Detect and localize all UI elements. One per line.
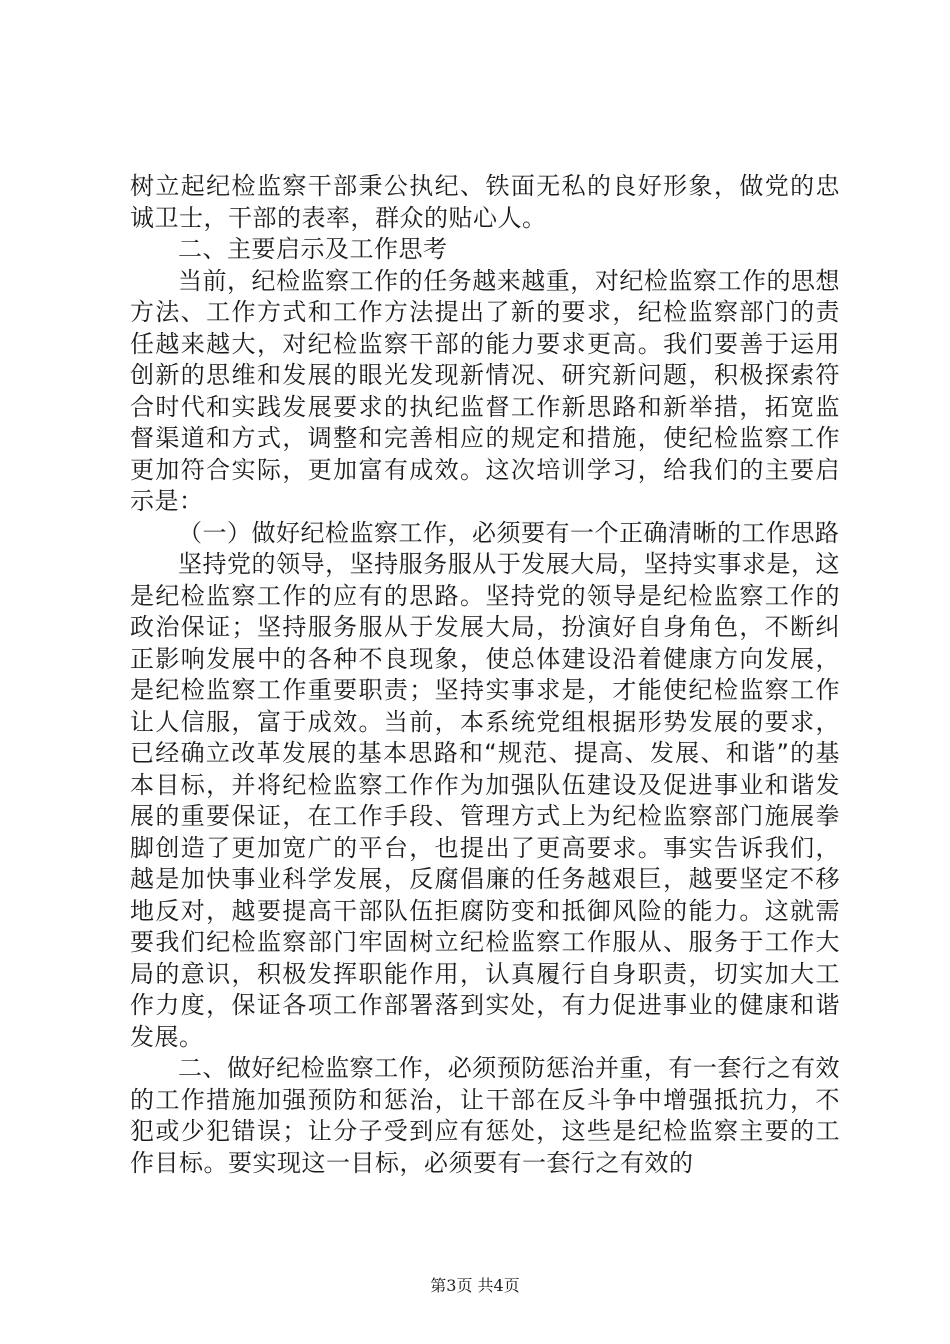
page-footer: 第3页 共4页 [430, 1276, 520, 1295]
subsection-heading: （一）做好纪检监察工作，必须要有一个正确清晰的工作思路 [178, 518, 840, 547]
section-heading: 二、主要启示及工作思考 [178, 235, 448, 263]
paragraph-continuation: 树立起纪检监察干部秉公执纪、铁面无私的良好形象，做党的忠诚卫士，干部的表率，群众的贴心人。 [130, 172, 840, 232]
document-body [130, 171, 840, 1179]
paragraph: 二、做好纪检监察工作，必须预防惩治并重，有一套行之有效的工作措施加强预防和惩治，让干部在反斗争中增强抵抗力，不犯或少犯错误；让分子受到应有惩处，这些是纪检监察主要的工作目标。要实现这一目标，必须要有一套行之有效的 [130, 1054, 840, 1177]
paragraph: 当前，纪检监察工作的任务越来越重，对纪检监察工作的思想方法、工作方式和工作方法提出了新的要求，纪检监察部门的责任越来越大，对纪检监察干部的能力要求更高。我们要善于运用创新的思维和发展的眼光发现新情况、研究新问题，积极探索符合时代和实践发展要求的执纪监督工作新思路和新举措，拓宽监督渠道和方式，调整和完善相应的规定和措施，使纪检监察工作更加符合实际，更加富有成效。这次培训学习，给我们的主要启示是： [130, 266, 840, 515]
paragraph: 坚持党的领导，坚持服务服从于发展大局，坚持实事求是，这是纪检监察工作的应有的思路。坚持党的领导是纪检监察工作的政治保证；坚持服务服从于发展大局，扮演好自身角色，不断纠正影响发展中的各种不良现象，使总体建设沿着健康方向发展，是纪检监察工作重要职责；坚持实事求是，才能使纪检监察工作让人信服，富于成效。当前，本系统党组根据形势发展的要求，已经确立改革发展的基本思路和“规范、提高、发展、和谐”的基本目标，并将纪检监察工作作为加强队伍建设及促进事业和谐发展的重要保证，在工作手段、管理方式上为纪检监察部门施展拳脚创造了更加宽广的平台，也提出了更高要求。事实告诉我们，越是加快事业科学发展，反腐倡廉的任务越艰巨，越要坚定不移地反对，越要提高干部队伍拒腐防变和抵御风险的能力。这就需要我们纪检监察部门牢固树立纪检监察工作服从、服务于工作大局的意识，积极发挥职能作用，认真履行自身职责，切实加大工作力度，保证各项工作部署落到实处，有力促进事业的健康和谐发展。 [130, 550, 840, 1051]
